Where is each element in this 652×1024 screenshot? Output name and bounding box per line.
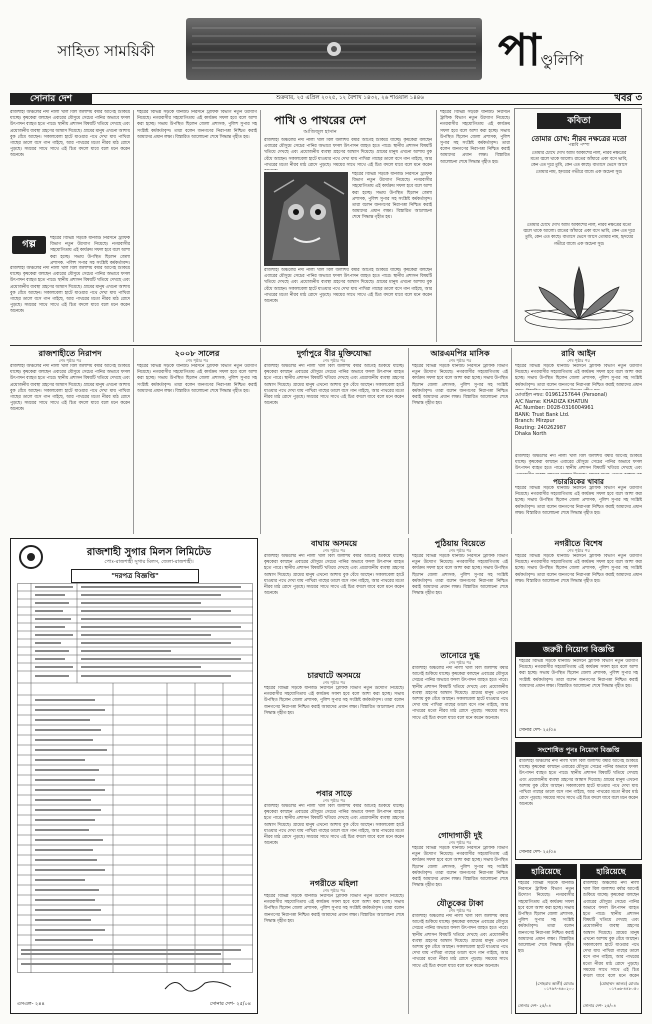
lost-ad-right-text: রাজশাহী অঞ্চলের নদী নালা খাল বিল জলাশয় বর্ষার আগেই শুকিয়ে যাচ্ছে। কৃষকেরা বলছেন এবারের মৌসুমে সেচের পানির অভাবে ফসল উৎপাদন ব্যাহত হতে পারে। স্থানীয় প্রশাসন বিষয়টি খতিয়ে দেখছে এবং প্রয়োজনীয় ব্যবস্থা গ্রহণের আশ্বাস দিয়েছে। গ্রামের মানুষ এখনো আশায় বুক বেঁধে আছেন। সকালবেলা হাটে যাওয়ার পথে দেখা যায় পাখিরা গাছের ডালে বসে গান গাইছে, আর পাথরের মতো নীরব মাঠ রোদে পুড়ছে। সময়ের সাথে সাথে এই চিত্র বদলে যাবে বলে মনে করেন: [583, 881, 639, 979]
juk-cont: শেষ পৃষ্ঠার পর: [448, 908, 472, 913]
rajshahi-title: রাজশাহীতে নিরাপদ: [38, 349, 102, 358]
job-ad-footer: সোনার দেশ- ২৫/০৪: [519, 728, 557, 733]
sugar-mills-tender-ad: [10, 538, 258, 1014]
bank-line: Routing: 240262987: [515, 424, 567, 431]
poem-author: পল্লবি পম্পা: [568, 143, 590, 148]
job-ad: [515, 642, 642, 738]
lost-ad-right-footer: সোনার দেশ- ২৫/০৪: [583, 1003, 616, 1008]
feature-text-1: রাজশাহী অঞ্চলের নদী নালা খাল বিল জলাশয় বর্ষার আগেই শুকিয়ে যাচ্ছে। কৃষকেরা বলছেন এবারের মৌসুমে সেচের পানির অভাবে ফসল উৎপাদন ব্যাহত হতে পারে। স্থানীয় প্রশাসন বিষয়টি খতিয়ে দেখছে এবং প্রয়োজনীয় ব্যবস্থা গ্রহণের আশ্বাস দিয়েছে। গ্রামের মানুষ এখনো আশায় বুক বেঁধে আছেন। সকালবেলা হাটে যাওয়ার পথে দেখা যায় পাখিরা গাছের ডালে বসে গান গাইছে, আর পাথরের মতো নীরব মাঠ রোদে পুড়ছে। সময়ের সাথে সাথে এই চিত্র বদলে যাবে বলে মনে করেন: [264, 138, 432, 168]
divider: [436, 110, 437, 342]
divider: [408, 348, 409, 534]
rmp-text: শহরের বিভিন্ন সড়কে যানজট নিরসনে ট্রাফিক বিভাগ নতুন উদ্যোগ নিয়েছে। নগরবাসীর সহযোগিতায় এই কার্যক্রম সফল হবে বলে আশা করা হচ্ছে। সভায় উপস্থিত ছিলেন জেলা প্রশাসক, পুলিশ সুপার সহ সংশ্লিষ্ট কর্মকর্তাবৃন্দ। তারা বলেন জনগণের নিরাপত্তা নিশ্চিত করাই আমাদের প্রধান লক্ষ্য। বিস্তারিত আলোচনা শেষে সিদ্ধান্ত গৃহীত হয়।: [412, 364, 508, 407]
article-title: পাখি ও পাথরের দেশ: [274, 114, 366, 127]
charghat-cont: শেষ পৃষ্ঠার পর: [322, 680, 346, 685]
noride-cont: শেষ পৃষ্ঠার পর: [567, 548, 590, 553]
pachar-title: পচাররিকের খাবার: [553, 478, 604, 486]
poem-text-2: তোমার চোখে দেখি আমি আকাশের নীল, নীরব নক্ষত্রের মতো জ্বলে থাকে আলো। রাতের আঁধারে একা বসে ভাবি, কেন এত দূরে তুমি, কেন এত কাছে। বাতাসে ভেসে আসে তোমার নাম, হৃদয়ের গভীরে বাজে এক অচেনা সুর।: [523, 223, 635, 247]
col2-text: শহরের বিভিন্ন সড়কে যানজট নিরসনে ট্রাফিক বিভাগ নতুন উদ্যোগ নিয়েছে। নগরবাসীর সহযোগিতায় এই কার্যক্রম সফল হবে বলে আশা করা হচ্ছে। সভায় উপস্থিত ছিলেন জেলা প্রশাসক, পুলিশ সুপার সহ সংশ্লিষ্ট কর্মকর্তাবৃন্দ। তারা বলেন জনগণের নিরাপত্তা নিশ্চিত করাই আমাদের প্রধান লক্ষ্য। বিস্তারিত আলোচনা শেষে সিদ্ধান্ত গৃহীত হয়।: [137, 110, 257, 140]
durgapur-cont: শেষ পৃষ্ঠার পর: [322, 358, 346, 363]
article-author: আজিজুল হাসান: [303, 129, 337, 135]
correction-ad-title: সংশোধিত পুনঃ নিয়োগ বিজ্ঞপ্তি: [516, 743, 641, 757]
juk-title: যৌতুকের টাকা: [436, 899, 484, 908]
rabi-title: রাবি আইন: [561, 349, 596, 358]
bank-line: BANK: Trust Bank Ltd.: [515, 411, 570, 418]
bagha-cont: শেষ পৃষ্ঠার পর: [322, 548, 346, 553]
pobar-text: রাজশাহী অঞ্চলের নদী নালা খাল বিল জলাশয় বর্ষার আগেই শুকিয়ে যাচ্ছে। কৃষকেরা বলছেন এবারের মৌসুমে সেচের পানির অভাবে ফসল উৎপাদন ব্যাহত হতে পারে। স্থানীয় প্রশাসন বিষয়টি খতিয়ে দেখছে এবং প্রয়োজনীয় ব্যবস্থা গ্রহণের আশ্বাস দিয়েছে। গ্রামের মানুষ এখনো আশায় বুক বেঁধে আছেন। সকালবেলা হাটে যাওয়ার পথে দেখা যায় পাখিরা গাছের ডালে বসে গান গাইছে, আর পাথরের মতো নীরব মাঠ রোদে পুড়ছে। সময়ের সাথে সাথে এই চিত্র বদলে যাবে বলে মনে করেন অনেকে।: [264, 804, 404, 847]
juk-text: রাজশাহী অঞ্চলের নদী নালা খাল বিল জলাশয় বর্ষার আগেই শুকিয়ে যাচ্ছে। কৃষকেরা বলছেন এবারের মৌসুমে সেচের পানির অভাবে ফসল উৎপাদন ব্যাহত হতে পারে। স্থানীয় প্রশাসন বিষয়টি খতিয়ে দেখছে এবং প্রয়োজনীয় ব্যবস্থা গ্রহণের আশ্বাস দিয়েছে। গ্রামের মানুষ এখনো আশায় বুক বেঁধে আছেন। সকালবেলা হাটে যাওয়ার পথে দেখা যায় পাখিরা গাছের ডালে বসে গান গাইছে, আর পাথরের মতো নীরব মাঠ রোদে পুড়ছে। সময়ের সাথে সাথে এই চিত্র বদলে যাবে বলে মনে করেন অনেকে।: [412, 914, 508, 969]
charghat-title: চারঘাটে অসময়ে: [307, 671, 361, 680]
lotus-illustration: [519, 257, 639, 339]
noroti-text: শহরের বিভিন্ন সড়কে যানজট নিরসনে ট্রাফিক বিভাগ নতুন উদ্যোগ নিয়েছে। নগরবাসীর সহযোগিতায় এই কার্যক্রম সফল হবে বলে আশা করা হচ্ছে। সভায় উপস্থিত ছিলেন জেলা প্রশাসক, পুলিশ সুপার সহ সংশ্লিষ্ট কর্মকর্তাবৃন্দ। তারা বলেন জনগণের নিরাপত্তা নিশ্চিত করাই আমাদের প্রধান লক্ষ্য। বিস্তারিত আলোচনা শেষে সিদ্ধান্ত গৃহীত হয়।: [264, 894, 404, 924]
feature-text-3: রাজশাহী অঞ্চলের নদী নালা খাল বিল জলাশয় বর্ষার আগেই শুকিয়ে যাচ্ছে। কৃষকেরা বলছেন এবারের মৌসুমে সেচের পানির অভাবে ফসল উৎপাদন ব্যাহত হতে পারে। স্থানীয় প্রশাসন বিষয়টি খতিয়ে দেখছে এবং প্রয়োজনীয় ব্যবস্থা গ্রহণের আশ্বাস দিয়েছে। গ্রামের মানুষ এখনো আশায় বুক বেঁধে আছেন। সকালবেলা হাটে যাওয়ার পথে দেখা যায় পাখিরা গাছের ডালে বসে গান গাইছে, আর পাথরের মতো নীরব মাঠ রোদে পুড়ছে। সময়ের সাথে সাথে এই চিত্র বদলে যাবে বলে মনে করেন অনেকে।: [264, 268, 432, 305]
pobar-cont: শেষ পৃষ্ঠার পর: [322, 798, 346, 803]
divider: [511, 538, 512, 1014]
manuscript-scroll-image: [186, 18, 482, 80]
lost-ad-right-title: হারিয়েছে: [581, 865, 641, 879]
rabi-text: শহরের বিভিন্ন সড়কে যানজট নিরসনে ট্রাফিক বিভাগ নতুন উদ্যোগ নিয়েছে। নগরবাসীর সহযোগিতায় এই কার্যক্রম সফল হবে বলে আশা করা হচ্ছে। সভায় উপস্থিত ছিলেন জেলা প্রশাসক, পুলিশ সুপার সহ সংশ্লিষ্ট কর্মকর্তাবৃন্দ। তারা বলেন জনগণের নিরাপত্তা নিশ্চিত করাই আমাদের প্রধান: [515, 364, 642, 388]
godagari-text: শহরের বিভিন্ন সড়কে যানজট নিরসনে ট্রাফিক বিভাগ নতুন উদ্যোগ নিয়েছে। নগরবাসীর সহযোগিতায় এই কার্যক্রম সফল হবে বলে আশা করা হচ্ছে। সভায় উপস্থিত ছিলেন জেলা প্রশাসক, পুলিশ সুপার সহ সংশ্লিষ্ট কর্মকর্তাবৃন্দ। তারা বলেন জনগণের নিরাপত্তা নিশ্চিত করাই আমাদের প্রধান লক্ষ্য। বিস্তারিত আলোচনা শেষে সিদ্ধান্ত গৃহীত হয়।: [412, 846, 508, 889]
tanore-title: তানোরে দুগ্ধ: [440, 651, 480, 660]
divider: [133, 348, 134, 534]
company-address: পোঃ-রাজশাহী সুগার মিলস, জেলা-রাজশাহী।: [104, 559, 194, 565]
bank-line: AC Number: D028-0316004961: [515, 405, 594, 411]
left-column-text: রাজশাহী অঞ্চলের নদী নালা খাল বিল জলাশয় বর্ষার আগেই শুকিয়ে যাচ্ছে। কৃষকেরা বলছেন এবারের মৌসুমে সেচের পানির অভাবে ফসল উৎপাদন ব্যাহত হতে পারে। স্থানীয় প্রশাসন বিষয়টি খতিয়ে দেখছে এবং প্রয়োজনীয় ব্যবস্থা গ্রহণের আশ্বাস দিয়েছে। গ্রামের মানুষ এখনো আশায় বুক বেঁধে আছেন। সকালবেলা হাটে যাওয়ার পথে দেখা যায় পাখিরা গাছের ডালে বসে গান গাইছে, আর পাথরের মতো নীরব মাঠ রোদে পুড়ছে। সময়ের সাথে সাথে এই চিত্র বদলে যাবে বলে মনে করেন অনেকে।: [10, 110, 130, 159]
bank-phone: মোবাইল নম্বর: 01961257644 (Personal): [515, 392, 608, 398]
tanore-cont: শেষ পৃষ্ঠার পর: [448, 660, 472, 665]
noroti-cont: শেষ পৃষ্ঠার পর: [322, 888, 346, 893]
correction-ad: [515, 742, 642, 860]
lost-ad-left-sign: (সোহরাব আলী) মোবাঃ ০১৭৬৭-৪৬০২০০: [535, 981, 574, 991]
puthia-cont: শেষ পৃষ্ঠার পর: [448, 548, 472, 553]
divider: [511, 348, 512, 534]
ad-footer-right: সোনার দেশ- ২৫/০৪: [209, 1001, 251, 1007]
section-divider: [10, 345, 642, 346]
section-title: সাহিত্য সাময়িকী: [57, 42, 155, 60]
bagha-title: বাঘায় অসময়ে: [310, 539, 358, 548]
godagari-title: গোদাগাড়ী দুই: [437, 831, 483, 840]
company-logo: [19, 545, 43, 569]
lost-ad-left-footer: সোনার দেশ- ২৫/০৪: [518, 1003, 551, 1008]
tender-table: [17, 583, 253, 973]
logo: [498, 22, 638, 82]
correction-ad-text: রাজশাহী অঞ্চলের নদী নালা খাল বিল জলাশয় বর্ষার আগেই শুকিয়ে যাচ্ছে। কৃষকেরা বলছেন এবারের মৌসুমে সেচের পানির অভাবে ফসল উৎপাদন ব্যাহত হতে পারে। স্থানীয় প্রশাসন বিষয়টি খতিয়ে দেখছে এবং প্রয়োজনীয় ব্যবস্থা গ্রহণের আশ্বাস দিয়েছে। গ্রামের মানুষ এখনো আশায় বুক বেঁধে আছেন। সকালবেলা হাটে যাওয়ার পথে দেখা যায় পাখিরা গাছের ডালে বসে গান গাইছে, আর পাথরের মতো নীরব মাঠ রোদে পুড়ছে। সময়ের সাথে সাথে এই চিত্র বদলে যাবে বলে মনে করেন অনেকে।: [519, 759, 638, 808]
bank-line: Dhaka North: [515, 431, 547, 437]
charghat-text: শহরের বিভিন্ন সড়কে যানজট নিরসনে ট্রাফিক বিভাগ নতুন উদ্যোগ নিয়েছে। নগরবাসীর সহযোগিতায় এই কার্যক্রম সফল হবে বলে আশা করা হচ্ছে। সভায় উপস্থিত ছিলেন জেলা প্রশাসক, পুলিশ সুপার সহ সংশ্লিষ্ট কর্মকর্তাবৃন্দ। তারা বলেন জনগণের নিরাপত্তা নিশ্চিত করাই আমাদের প্রধান লক্ষ্য। বিস্তারিত আলোচনা শেষে সিদ্ধান্ত গৃহীত হয়।: [264, 686, 404, 716]
bank-line: A/C Name: KHADIZA KHATUN: [515, 398, 588, 405]
divider: [408, 538, 409, 1014]
date-line: শুক্রবার, ২৫ এপ্রিল ২০২৫, ১২ বৈশাখ ১৪৩২, ২৬ শাওয়াল ১৪৪৬: [276, 95, 424, 101]
poem-text: তোমার চোখে দেখি আমি আকাশের নীল, নীরব নক্ষত্রের মতো জ্বলে থাকে আলো। রাতের আঁধারে একা বসে ভাবি, কেন এত দূরে তুমি, কেন এত কাছে। বাতাসে ভেসে আসে তোমার নাম, হৃদয়ের গভীরে বাজে এক অচেনা সুর।: [530, 151, 628, 175]
rajshahi-text: রাজশাহী অঞ্চলের নদী নালা খাল বিল জলাশয় বর্ষার আগেই শুকিয়ে যাচ্ছে। কৃষকেরা বলছেন এবারের মৌসুমে সেচের পানির অভাবে ফসল উৎপাদন ব্যাহত হতে পারে। স্থানীয় প্রশাসন বিষয়টি খতিয়ে দেখছে এবং প্রয়োজনীয় ব্যবস্থা গ্রহণের আশ্বাস দিয়েছে। গ্রামের মানুষ এখনো আশায় বুক বেঁধে আছেন। সকালবেলা হাটে যাওয়ার পথে দেখা যায় পাখিরা গাছের ডালে বসে গান গাইছে, আর পাথরের মতো নীরব মাঠ রোদে পুড়ছে। সময়ের সাথে সাথে এই চিত্র বদলে যাবে বলে মনে করেন অনেকে।: [10, 364, 130, 413]
paper-name: সোনার দেশ: [10, 93, 92, 105]
company-name: রাজশাহী সুগার মিলস লিমিটেড: [86, 547, 212, 558]
logo-rest: ণ্ডুলিপি: [540, 51, 584, 69]
pachar-text: শহরের বিভিন্ন সড়কে যানজট নিরসনে ট্রাফিক বিভাগ নতুন উদ্যোগ নিয়েছে। নগরবাসীর সহযোগিতায় এই কার্যক্রম সফল হবে বলে আশা করা হচ্ছে। সভায় উপস্থিত ছিলেন জেলা প্রশাসক, পুলিশ সুপার সহ সংশ্লিষ্ট কর্মকর্তাবৃন্দ। তারা বলেন জনগণের নিরাপত্তা নিশ্চিত করাই আমাদের প্রধান লক্ষ্য। বিস্তারিত আলোচনা শেষে সিদ্ধান্ত গৃহীত হয়।: [515, 486, 642, 516]
lost-ad-left-text: শহরের বিভিন্ন সড়কে যানজট নিরসনে ট্রাফিক বিভাগ নতুন উদ্যোগ নিয়েছে। নগরবাসীর সহযোগিতায় এই কার্যক্রম সফল হবে বলে আশা করা হচ্ছে। সভায় উপস্থিত ছিলেন জেলা প্রশাসক, পুলিশ সুপার সহ সংশ্লিষ্ট কর্মকর্তাবৃন্দ। তারা বলেন জনগণের নিরাপত্তা নিশ্চিত করাই আমাদের প্রধান লক্ষ্য। বিস্তারিত আলোচনা শেষে সিদ্ধান্ত গৃহীত হয়।: [518, 881, 574, 955]
page-label: খবর ৩: [614, 93, 642, 104]
poem-box: [514, 108, 642, 342]
divider: [260, 348, 261, 534]
godagari-cont: শেষ পৃষ্ঠার পর: [448, 840, 472, 845]
job-ad-text: শহরের বিভিন্ন সড়কে যানজট নিরসনে ট্রাফিক বিভাগ নতুন উদ্যোগ নিয়েছে। নগরবাসীর সহযোগিতায় এই কার্যক্রম সফল হবে বলে আশা করা হচ্ছে। সভায় উপস্থিত ছিলেন জেলা প্রশাসক, পুলিশ সুপার সহ সংশ্লিষ্ট কর্মকর্তাবৃন্দ। তারা বলেন জনগণের নিরাপত্তা নিশ্চিত করাই আমাদের প্রধান লক্ষ্য। বিস্তারিত আলোচনা শেষে সিদ্ধান্ত গৃহীত হয়।: [519, 659, 638, 689]
noroti-title: নগরীতে মহিলা: [310, 879, 358, 888]
noride-text: শহরের বিভিন্ন সড়কে যানজট নিরসনে ট্রাফিক বিভাগ নতুন উদ্যোগ নিয়েছে। নগরবাসীর সহযোগিতায় এই কার্যক্রম সফল হবে বলে আশা করা হচ্ছে। সভায় উপস্থিত ছিলেন জেলা প্রশাসক, পুলিশ সুপার সহ সংশ্লিষ্ট কর্মকর্তাবৃন্দ। তারা বলেন জনগণের নিরাপত্তা নিশ্চিত করাই আমাদের প্রধান লক্ষ্য। বিস্তারিত আলোচনা শেষে সিদ্ধান্ত গৃহীত হয়।: [515, 554, 642, 584]
y2008-cont: শেষ পৃষ্ঠার পর: [185, 358, 209, 363]
divider: [133, 110, 134, 342]
lost-ad-left: [515, 864, 577, 1014]
left-column-text-2: শহরের বিভিন্ন সড়কে যানজট নিরসনে ট্রাফিক বিভাগ নতুন উদ্যোগ নিয়েছে। নগরবাসীর সহযোগিতায় এই কার্যক্রম সফল হবে বলে আশা করা হচ্ছে। সভায় উপস্থিত ছিলেন জেলা প্রশাসক, পুলিশ সুপার সহ সংশ্লিষ্ট কর্মকর্তাবৃন্দ।: [50, 236, 130, 264]
lost-ad-right-sign: (মোহাম্মদ আলম) মোবাঃ ০১৭৩৬-৪৪৮০৫০: [599, 981, 639, 991]
job-ad-title: জরুরী নিয়োগ বিজ্ঞপ্তি: [516, 643, 641, 657]
ad-footer-left: এসএল- ২৪৪: [17, 1001, 45, 1007]
y2008-text: শহরের বিভিন্ন সড়কে যানজট নিরসনে ট্রাফিক বিভাগ নতুন উদ্যোগ নিয়েছে। নগরবাসীর সহযোগিতায় এই কার্যক্রম সফল হবে বলে আশা করা হচ্ছে। সভায় উপস্থিত ছিলেন জেলা প্রশাসক, পুলিশ সুপার সহ সংশ্লিষ্ট কর্মকর্তাবৃন্দ। তারা বলেন জনগণের নিরাপত্তা নিশ্চিত করাই আমাদের প্রধান লক্ষ্য। বিস্তারিত আলোচনা শেষে সিদ্ধান্ত গৃহীত হয়।: [137, 364, 257, 394]
correction-ad-footer: সোনার দেশ- ২৫/০৪: [519, 850, 557, 855]
noride-title: নগরীতে বিশেষ: [554, 539, 603, 548]
lost-ad-left-title: হারিয়েছে: [516, 865, 576, 879]
puthia-title: পুঠিয়ায় বিয়েতে: [434, 539, 486, 548]
col5-text: শহরের বিভিন্ন সড়কে যানজট নিরসনে ট্রাফিক বিভাগ নতুন উদ্যোগ নিয়েছে। নগরবাসীর সহযোগিতায় এই কার্যক্রম সফল হবে বলে আশা করা হচ্ছে। সভায় উপস্থিত ছিলেন জেলা প্রশাসক, পুলিশ সুপার সহ সংশ্লিষ্ট কর্মকর্তাবৃন্দ। তারা বলেন জনগণের নিরাপত্তা নিশ্চিত করাই আমাদের প্রধান লক্ষ্য। বিস্তারিত আলোচনা শেষে সিদ্ধান্ত গৃহীত হয়।: [440, 110, 510, 165]
bagha-text: রাজশাহী অঞ্চলের নদী নালা খাল বিল জলাশয় বর্ষার আগেই শুকিয়ে যাচ্ছে। কৃষকেরা বলছেন এবারের মৌসুমে সেচের পানির অভাবে ফসল উৎপাদন ব্যাহত হতে পারে। স্থানীয় প্রশাসন বিষয়টি খতিয়ে দেখছে এবং প্রয়োজনীয় ব্যবস্থা গ্রহণের আশ্বাস দিয়েছে। গ্রামের মানুষ এখনো আশায় বুক বেঁধে আছেন। সকালবেলা হাটে যাওয়ার পথে দেখা যায় পাখিরা গাছের ডালে বসে গান গাইছে, আর পাথরের মতো নীরব মাঠ রোদে পুড়ছে। সময়ের সাথে সাথে এই চিত্র বদলে যাবে বলে মনে করেন অনেকে।: [264, 554, 404, 597]
rmp-cont: শেষ পৃষ্ঠার পর: [448, 358, 472, 363]
durgapur-title: দুর্গাপুরে বীর মুক্তিযোদ্ধা: [296, 349, 372, 358]
durgapur-text: রাজশাহী অঞ্চলের নদী নালা খাল বিল জলাশয় বর্ষার আগেই শুকিয়ে যাচ্ছে। কৃষকেরা বলছেন এবারের মৌসুমে সেচের পানির অভাবে ফসল উৎপাদন ব্যাহত হতে পারে। স্থানীয় প্রশাসন বিষয়টি খতিয়ে দেখছে এবং প্রয়োজনীয় ব্যবস্থা গ্রহণের আশ্বাস দিয়েছে। গ্রামের মানুষ এখনো আশায় বুক বেঁধে আছেন। সকালবেলা হাটে যাওয়ার পথে দেখা যায় পাখিরা গাছের ডালে বসে গান গাইছে, আর পাথরের মতো নীরব মাঠ রোদে পুড়ছে। সময়ের সাথে সাথে এই চিত্র বদলে যাবে বলে মনে করেন অনেকে।: [264, 364, 404, 407]
feature-illustration: [264, 172, 348, 266]
logo-big: পা: [498, 25, 541, 76]
bank-details: [515, 392, 642, 452]
rabi-cont: শেষ পৃষ্ঠার পর: [567, 358, 590, 363]
feature-text-2: শহরের বিভিন্ন সড়কে যানজট নিরসনে ট্রাফিক বিভাগ নতুন উদ্যোগ নিয়েছে। নগরবাসীর সহযোগিতায় এই কার্যক্রম সফল হবে বলে আশা করা হচ্ছে। সভায় উপস্থিত ছিলেন জেলা প্রশাসক, পুলিশ সুপার সহ সংশ্লিষ্ট কর্মকর্তাবৃন্দ। তারা বলেন জনগণের নিরাপত্তা নিশ্চিত করাই আমাদের প্রধান লক্ষ্য। বিস্তারিত আলোচনা শেষে সিদ্ধান্ত গৃহীত হয়।: [352, 172, 432, 221]
divider: [260, 110, 261, 342]
rmp-title: আরএমপির মাসিক: [430, 349, 490, 358]
y2008-title: ২০০৮ সালের: [174, 349, 220, 358]
kobita-label: কবিতা: [537, 113, 621, 129]
poem-title: তোমার চোখ: নীরব নক্ষত্রের মতো: [531, 135, 627, 143]
header-strip: [10, 93, 642, 105]
lost-ad-right: [580, 864, 642, 1014]
tanore-text: রাজশাহী অঞ্চলের নদী নালা খাল বিল জলাশয় বর্ষার আগেই শুকিয়ে যাচ্ছে। কৃষকেরা বলছেন এবারের মৌসুমে সেচের পানির অভাবে ফসল উৎপাদন ব্যাহত হতে পারে। স্থানীয় প্রশাসন বিষয়টি খতিয়ে দেখছে এবং প্রয়োজনীয় ব্যবস্থা গ্রহণের আশ্বাস দিয়েছে। গ্রামের মানুষ এখনো আশায় বুক বেঁধে আছেন। সকালবেলা হাটে যাওয়ার পথে দেখা যায় পাখিরা গাছের ডালে বসে গান গাইছে, আর পাথরের মতো নীরব মাঠ রোদে পুড়ছে। সময়ের সাথে সাথে এই চিত্র বদলে যাবে বলে মনে করেন অনেকে।: [412, 666, 508, 721]
rajshahi-cont: শেষ পৃষ্ঠার পর: [58, 358, 82, 363]
bank-line: Branch: Mirzpur: [515, 418, 555, 424]
golpo-label: গল্প: [12, 236, 46, 254]
rabi-text-2: রাজশাহী অঞ্চলের নদী নালা খাল বিল জলাশয় বর্ষার আগেই শুকিয়ে যাচ্ছে। কৃষকেরা বলছেন এবারের মৌসুমে সেচের পানির অভাবে ফসল উৎপাদন ব্যাহত হতে পারে। স্থানীয় প্রশাসন বিষয়টি খতিয়ে দেখছে এবং: [515, 454, 642, 472]
puthia-text: শহরের বিভিন্ন সড়কে যানজট নিরসনে ট্রাফিক বিভাগ নতুন উদ্যোগ নিয়েছে। নগরবাসীর সহযোগিতায় এই কার্যক্রম সফল হবে বলে আশা করা হচ্ছে। সভায় উপস্থিত ছিলেন জেলা প্রশাসক, পুলিশ সুপার সহ সংশ্লিষ্ট কর্মকর্তাবৃন্দ। তারা বলেন জনগণের নিরাপত্তা নিশ্চিত করাই আমাদের প্রধান লক্ষ্য। বিস্তারিত আলোচনা শেষে সিদ্ধান্ত গৃহীত হয়।: [412, 554, 508, 597]
left-column-text-3: রাজশাহী অঞ্চলের নদী নালা খাল বিল জলাশয় বর্ষার আগেই শুকিয়ে যাচ্ছে। কৃষকেরা বলছেন এবারের মৌসুমে সেচের পানির অভাবে ফসল উৎপাদন ব্যাহত হতে পারে। স্থানীয় প্রশাসন বিষয়টি খতিয়ে দেখছে এবং প্রয়োজনীয় ব্যবস্থা গ্রহণের আশ্বাস দিয়েছে। গ্রামের মানুষ এখনো আশায় বুক বেঁধে আছেন। সকালবেলা হাটে যাওয়ার পথে দেখা যায় পাখিরা গাছের ডালে বসে গান গাইছে, আর পাথরের মতো নীরব মাঠ রোদে পুড়ছে। সময়ের সাথে সাথে এই চিত্র বদলে যাবে বলে মনে করেন অনেকে।: [10, 266, 130, 315]
tender-notice-title: "দরপত্র বিজ্ঞপ্তি": [71, 569, 199, 583]
signature: [161, 975, 241, 993]
masthead: [0, 0, 652, 92]
pobar-title: পবার সাড়ে: [316, 789, 352, 798]
